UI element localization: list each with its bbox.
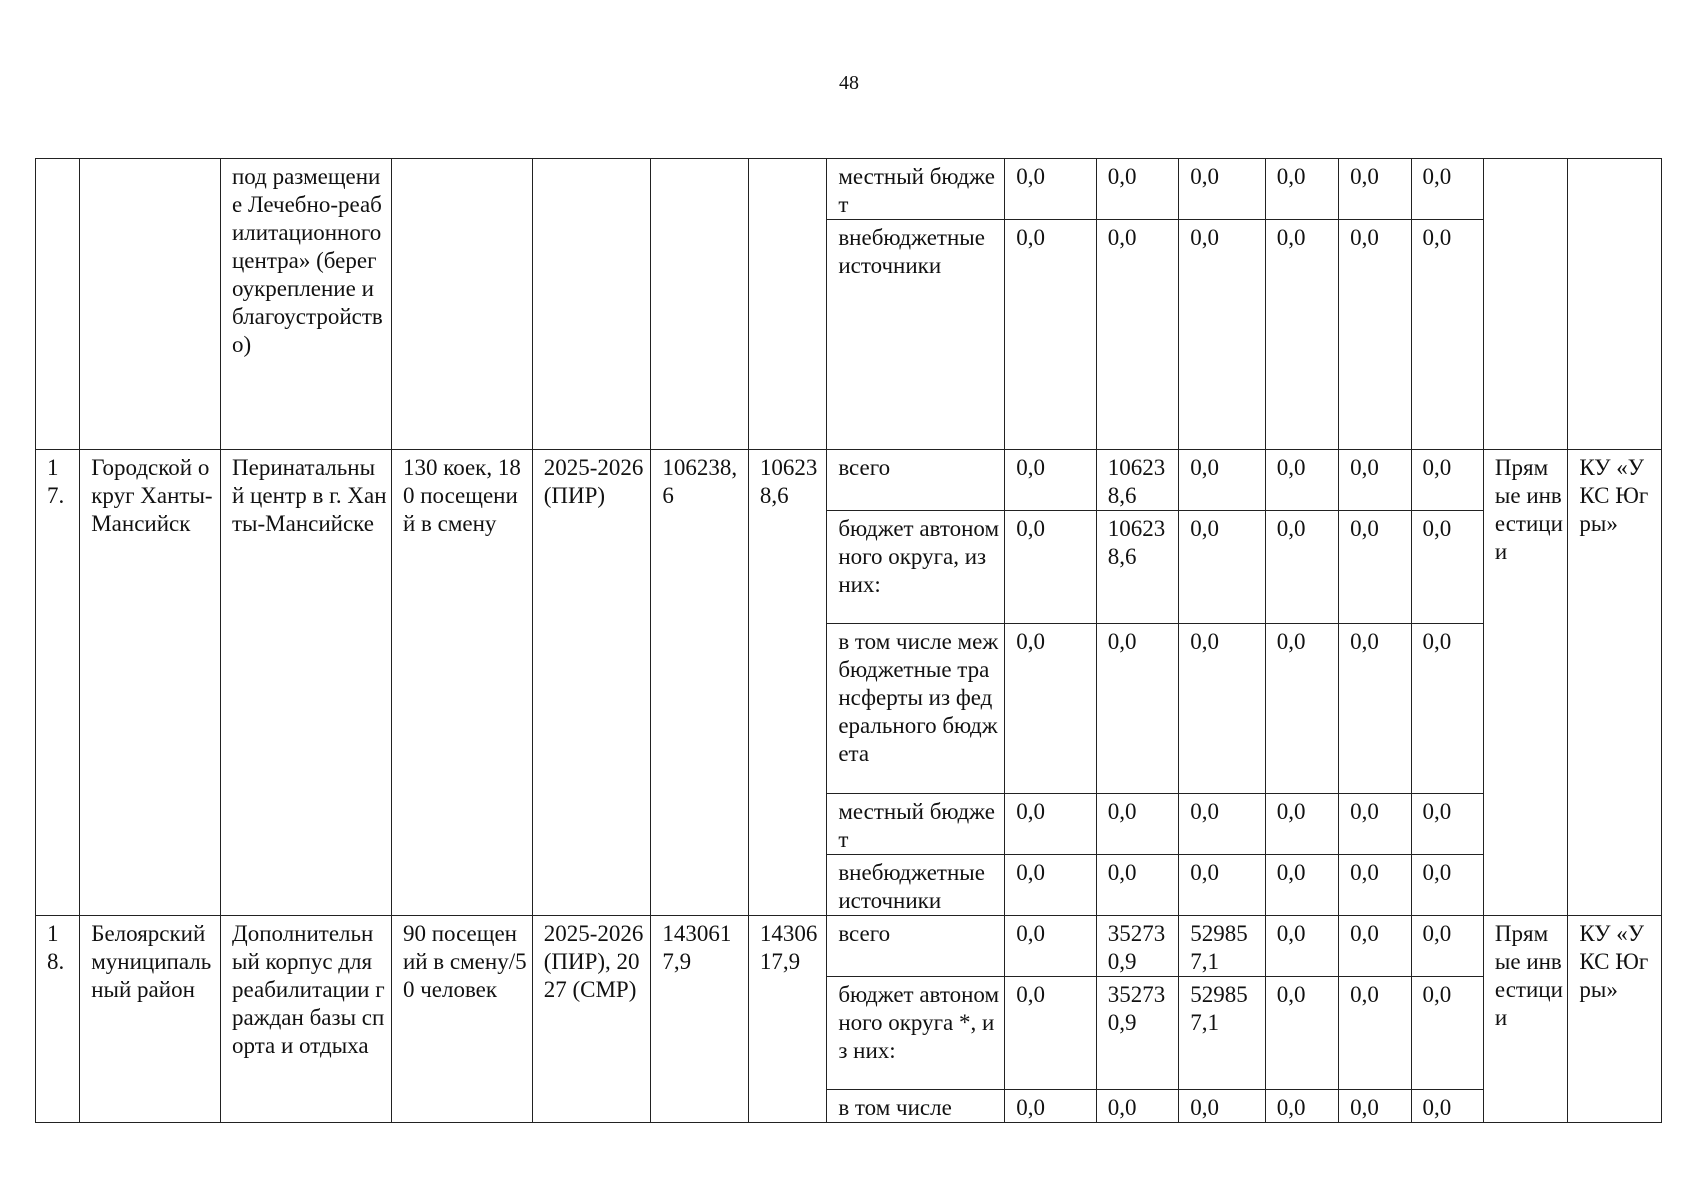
customer-cell: КУ «УКС Югры»	[1568, 916, 1662, 1123]
value-cell: 352730,9	[1096, 977, 1178, 1090]
value-cell: 0,0	[1339, 1090, 1411, 1123]
mechanism-cell: Прямые инвестиции	[1483, 450, 1567, 916]
value-cell: 0,0	[1005, 159, 1097, 220]
value-cell: 0,0	[1339, 159, 1411, 220]
mechanism-cell: Прямые инвестиции	[1483, 916, 1567, 1123]
value-cell: 0,0	[1339, 511, 1411, 624]
value-cell: 0,0	[1339, 855, 1411, 916]
value-cell: 0,0	[1005, 624, 1097, 794]
value-cell: 0,0	[1265, 1090, 1338, 1123]
funding-source-cell: всего	[827, 450, 1005, 511]
value-cell: 529857,1	[1179, 916, 1265, 977]
value-cell: 0,0	[1179, 624, 1265, 794]
value-cell: 106238,6	[1096, 511, 1178, 624]
funding-source-cell: внебюджетные источники	[827, 855, 1005, 916]
funding-source-cell: внебюджетные источники	[827, 220, 1005, 450]
value-cell: 0,0	[1005, 450, 1097, 511]
value-cell: 0,0	[1411, 450, 1483, 511]
value-cell: 0,0	[1411, 794, 1483, 855]
value-cell: 0,0	[1179, 220, 1265, 450]
value-cell: 0,0	[1179, 794, 1265, 855]
value-cell: 106238,6	[1096, 450, 1178, 511]
value-cell: 0,0	[1265, 159, 1338, 220]
value-cell: 0,0	[1411, 159, 1483, 220]
num-cell: 17.	[36, 450, 80, 916]
funding-source-cell: бюджет автономного округа, из них:	[827, 511, 1005, 624]
object-cell: Дополнительный корпус для реабилитации граждан базы спорта и отдыха	[221, 916, 392, 1123]
value-cell: 0,0	[1005, 511, 1097, 624]
value-cell: 0,0	[1411, 511, 1483, 624]
cost-total-cell	[651, 159, 749, 450]
cost-remaining-cell: 106238,6	[748, 450, 826, 916]
value-cell: 0,0	[1265, 977, 1338, 1090]
object-cell: Перинатальный центр в г. Ханты-Мансийске	[221, 450, 392, 916]
cost-remaining-cell: 1430617,9	[748, 916, 826, 1123]
value-cell: 0,0	[1411, 977, 1483, 1090]
capacity-cell: 130 коек, 180 посещений в смену	[391, 450, 532, 916]
value-cell: 0,0	[1411, 624, 1483, 794]
value-cell: 0,0	[1005, 916, 1097, 977]
value-cell: 0,0	[1096, 794, 1178, 855]
value-cell: 0,0	[1265, 511, 1338, 624]
num-cell: 18.	[36, 916, 80, 1123]
value-cell: 0,0	[1005, 855, 1097, 916]
num-cell	[36, 159, 80, 450]
value-cell: 0,0	[1265, 794, 1338, 855]
value-cell: 0,0	[1339, 794, 1411, 855]
funding-source-cell: местный бюджет	[827, 794, 1005, 855]
value-cell: 0,0	[1339, 916, 1411, 977]
capacity-cell: 90 посещений в смену/50 человек	[391, 916, 532, 1123]
value-cell: 0,0	[1179, 1090, 1265, 1123]
investment-objects-table	[35, 158, 1662, 1123]
cost-total-cell: 1430617,9	[651, 916, 749, 1123]
value-cell: 0,0	[1179, 159, 1265, 220]
table-row	[36, 450, 1662, 511]
table-row	[36, 916, 1662, 977]
value-cell: 0,0	[1179, 450, 1265, 511]
capacity-cell	[391, 159, 532, 450]
value-cell: 0,0	[1411, 220, 1483, 450]
period-cell: 2025-2026 (ПИР), 2027 (СМР)	[532, 916, 651, 1123]
value-cell: 0,0	[1411, 1090, 1483, 1123]
value-cell: 0,0	[1096, 855, 1178, 916]
value-cell: 0,0	[1005, 794, 1097, 855]
customer-cell	[1568, 159, 1662, 450]
municipality-cell: Городской округ Ханты-Мансийск	[80, 450, 221, 916]
funding-source-cell: местный бюджет	[827, 159, 1005, 220]
mechanism-cell	[1483, 159, 1567, 450]
value-cell: 0,0	[1179, 511, 1265, 624]
value-cell: 0,0	[1096, 159, 1178, 220]
funding-source-cell: всего	[827, 916, 1005, 977]
value-cell: 0,0	[1096, 624, 1178, 794]
municipality-cell	[80, 159, 221, 450]
value-cell: 0,0	[1096, 1090, 1178, 1123]
value-cell: 0,0	[1005, 1090, 1097, 1123]
object-cell: под размещение Лечебно-реабилитационного центра» (берегоукрепление и благоустройство)	[221, 159, 392, 450]
period-cell: 2025-2026 (ПИР)	[532, 450, 651, 916]
funding-source-cell: в том числе	[827, 1090, 1005, 1123]
cost-total-cell: 106238,6	[651, 450, 749, 916]
cost-remaining-cell	[748, 159, 826, 450]
funding-source-cell: бюджет автономного округа *, из них:	[827, 977, 1005, 1090]
value-cell: 0,0	[1339, 624, 1411, 794]
value-cell: 352730,9	[1096, 916, 1178, 977]
value-cell: 0,0	[1179, 855, 1265, 916]
value-cell: 0,0	[1096, 220, 1178, 450]
value-cell: 529857,1	[1179, 977, 1265, 1090]
funding-source-cell: в том числе межбюджетные трансферты из федерального бюджета	[827, 624, 1005, 794]
customer-cell: КУ «УКС Югры»	[1568, 450, 1662, 916]
table-row	[36, 159, 1662, 220]
value-cell: 0,0	[1411, 855, 1483, 916]
value-cell: 0,0	[1265, 450, 1338, 511]
value-cell: 0,0	[1265, 855, 1338, 916]
value-cell: 0,0	[1005, 220, 1097, 450]
value-cell: 0,0	[1265, 220, 1338, 450]
municipality-cell: Белоярский муниципальный район	[80, 916, 221, 1123]
value-cell: 0,0	[1005, 977, 1097, 1090]
value-cell: 0,0	[1339, 450, 1411, 511]
value-cell: 0,0	[1265, 916, 1338, 977]
value-cell: 0,0	[1339, 220, 1411, 450]
value-cell: 0,0	[1339, 977, 1411, 1090]
period-cell	[532, 159, 651, 450]
value-cell: 0,0	[1411, 916, 1483, 977]
value-cell: 0,0	[1265, 624, 1338, 794]
page-number: 48	[839, 72, 859, 94]
